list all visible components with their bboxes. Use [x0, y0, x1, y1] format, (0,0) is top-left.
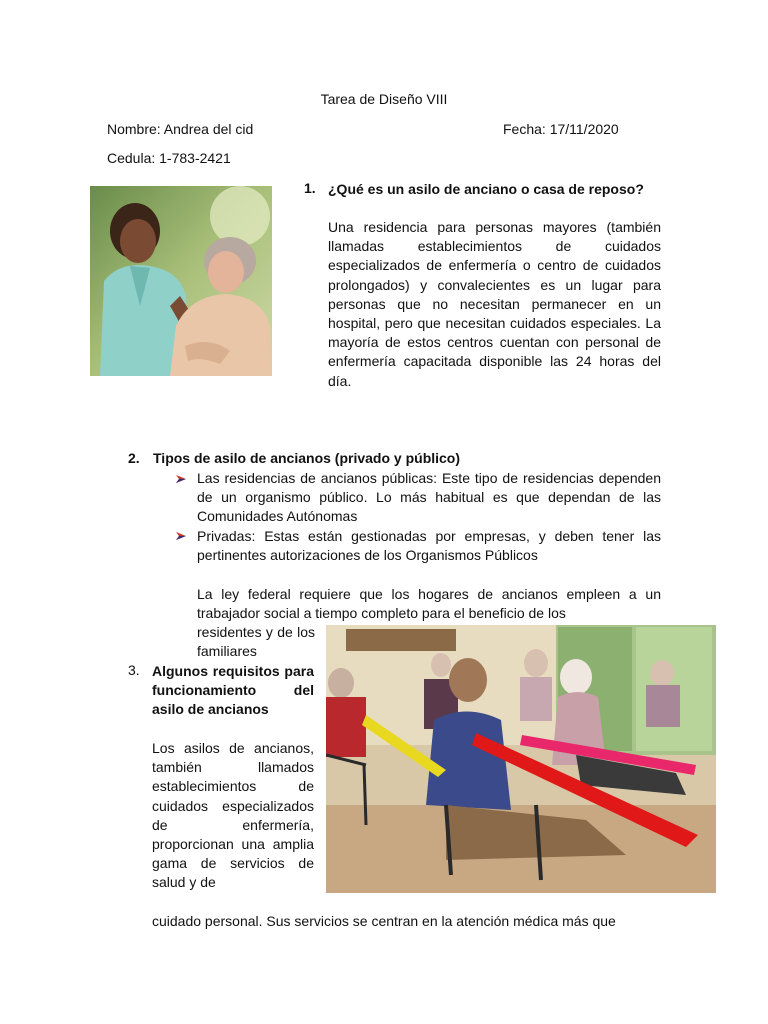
- nurse-photo: [90, 186, 272, 376]
- arrow-bullet-icon: [175, 530, 187, 542]
- student-id: Cedula: 1-783-2421: [107, 150, 231, 166]
- section3-body-continued: cuidado personal. Sus servicios se centran en la atención médica más que: [152, 913, 616, 929]
- student-name: Nombre: Andrea del cid: [107, 121, 254, 137]
- section2-heading: Tipos de asilo de ancianos (privado y público): [153, 450, 461, 466]
- section2-bullet-public: Las residencias de ancianos públicas: Este tipo de residencias dependen de un organismo público. Lo más habitual es que dependan de las Comunidades Autónomas: [197, 470, 661, 525]
- section2-paragraph: La ley federal requiere que los hogares de ancianos empleen a un trabajador social a tiempo completo para el beneficio de los: [197, 586, 661, 622]
- arrow-bullet-icon: [175, 473, 187, 485]
- section1-question: ¿Qué es un asilo de anciano o casa de reposo?: [328, 181, 644, 197]
- section3-body: Los asilos de ancianos, también llamados establecimientos de cuidados especializados de enfermería, proporcionan una amplia gama de servicios de salud y de: [152, 740, 314, 891]
- section3-heading: Algunos requisitos para funcionamiento del asilo de ancianos: [152, 663, 314, 718]
- exercise-photo: [326, 625, 716, 893]
- section2-number: 2.: [128, 450, 140, 466]
- section2-paragraph-tail: residentes y de los familiares: [197, 624, 315, 660]
- submission-date: Fecha: 17/11/2020: [503, 121, 619, 137]
- section2-bullet-private: Privadas: Estas están gestionadas por empresas, y deben tener las pertinentes autorizaciones de los Organismos Públicos: [197, 528, 661, 564]
- section3-number: 3.: [128, 662, 140, 678]
- section1-answer: Una residencia para personas mayores (también llamadas establecimientos de cuidados especializados de enfermería o centro de cuidados prolongados) y convalecientes es un lugar para personas que no necesitan permanecer en un hospital, pero que necesitan cuidados especiales. La mayoría de estos centros cuentan con personal de enfermería capacitada disponible las 24 horas del día.: [328, 219, 661, 389]
- document-title: Tarea de Diseño VIII: [320, 91, 448, 107]
- section1-number: 1.: [304, 180, 316, 196]
